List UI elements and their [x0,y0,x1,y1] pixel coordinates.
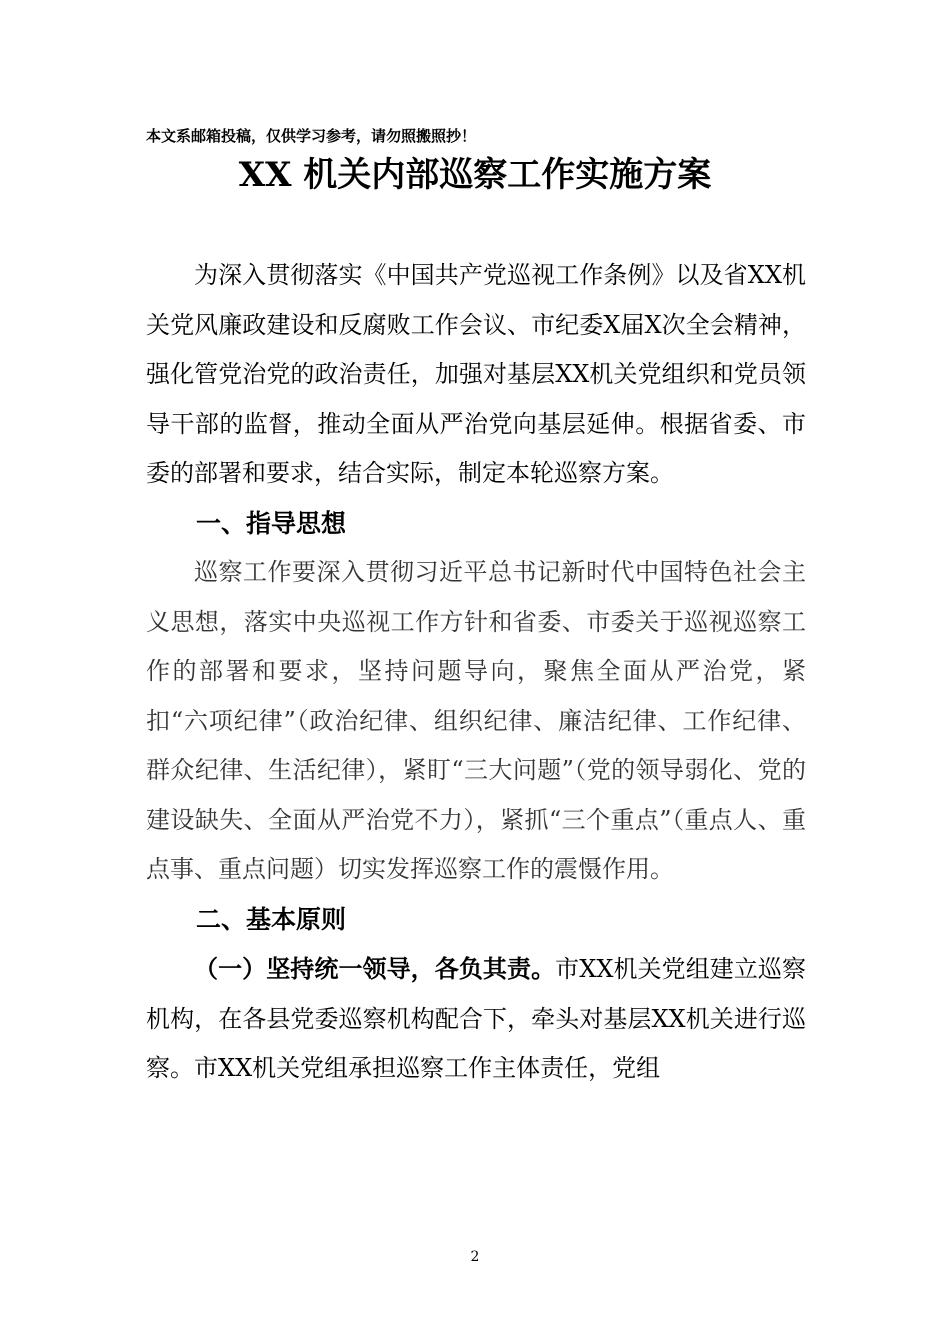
page-number: 2 [470,1249,480,1265]
section-heading-basic-principles: 二、基本原则 [196,904,347,934]
intro-paragraph: 为深入贯彻落实《中国共产党巡视工作条例》以及省XX机关党风廉政建设和反腐败工作会议、市纪委X届X次全会精神，强化管党治党的政治责任，加强对基层XX机关党组织和党员领导干部的监督，推动全面从严治党向基层延伸。根据省委、市委的部署和要求，结合实际，制定本轮巡察方案。 [146,261,806,487]
section-heading-guiding-ideology: 一、指导思想 [196,508,347,538]
document-title: XX 机关内部巡察工作实施方案 [238,155,712,195]
principle-one-body: 市XX机关党组建立巡察机构，在各县党委巡察机构配合下，牵头对基层XX机关进行巡察。市XX机关党组承担巡察工作主体责任，党组 [146,955,807,1082]
principle-one-lead: （一）坚持统一领导，各负其责。 [194,954,556,983]
principle-one-paragraph [146,944,806,1094]
guiding-ideology-paragraph: 巡察工作要深入贯彻习近平总书记新时代中国特色社会主义思想，落实中央巡视工作方针和省委、市委关于巡视巡察工作的部署和要求，坚持问题导向，聚焦全面从严治党，紧扣“六项纪律”（政治纪律、组织纪律、廉洁纪律、工作纪律、群众纪律、生活纪律），紧盯“三大问题”（党的领导弱化、党的建设缺失、全面从严治党不力），紧抓“三个重点”（重点人、重点事、重点问题）切实发挥巡察工作的震慑作用。 [146,558,806,883]
document-body [146,251,806,1094]
submission-notice: 本文系邮箱投稿，仅供学习参考，请勿照搬照抄！ [146,127,477,145]
